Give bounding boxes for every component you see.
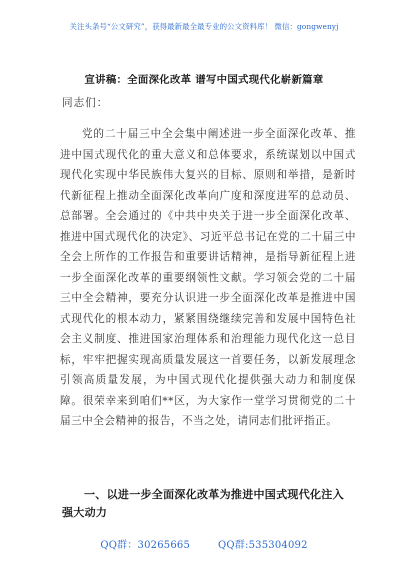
section-heading: 一、以进一步全面深化改革为推进中国式现代化注入强大动力 <box>62 488 344 519</box>
header-promo-note: 关注头条号“公文研究”，获得最新最全最专业的公文资料库！ 微信：gongwenyj <box>69 22 339 31</box>
footer-qq-group-1: QQ群：30265665 <box>100 540 191 551</box>
body-paragraph: 党的二十届三中全会集中阐述进一步全面深化改革、推进中国式现代化的重大意义和总体要求，系统谋划以中国式现代化实现中华民族伟大复兴的目标、原则和举措，是新时代新征程上推动全面深化改革向广度和深度进军的总动员、总部署。全会通过的《中共中央关于进一步全面深化改革、推进中国式现代化的决定》、习近平总书记在党的二十届三中全会上所作的工作报告和重要讲话精神，是指导新征程上进一步全面深化改革的重要纲领性文献。学习领会党的二十届三中全会精神，要充分认识进一步全面深化改革是推进中国式现代化的根本动力，紧紧围绕继续完善和发展中国特色社会主义制度、推进国家治理体系和治理能力现代化这一总目标，牢牢把握实现高质量发展这一首要任务，以新发展理念引领高质量发展，为中国式现代化提供强大动力和制度保障。很荣幸来到咱们**区，为大家作一堂学习贯彻党的二十届三中全会精神的报告，不当之处，请同志们批评指正。 <box>60 128 356 427</box>
footer-qq-group-2: QQ群:535304092 <box>218 540 308 551</box>
salutation: 同志们： <box>62 97 109 109</box>
document-title: 宣讲稿：全面深化改革 谱写中国式现代化崭新篇章 <box>84 74 324 86</box>
footer-qq-groups <box>0 536 408 551</box>
